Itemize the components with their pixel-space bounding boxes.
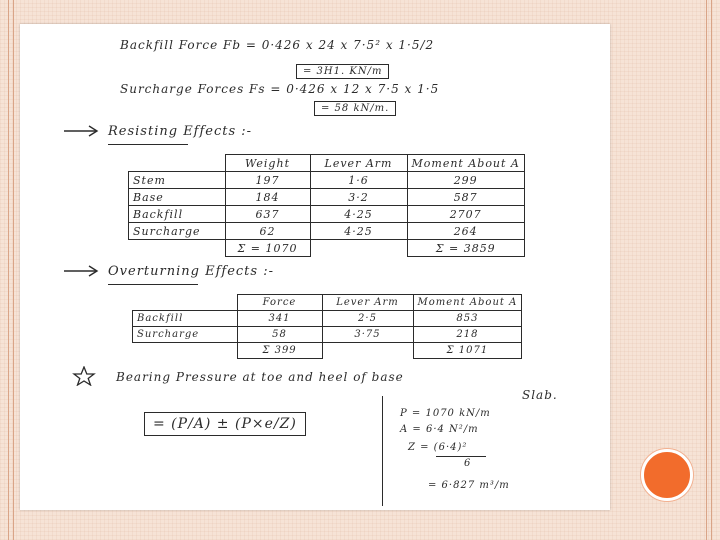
force-cell: 341: [237, 311, 322, 327]
row-label: Surcharge: [129, 223, 226, 240]
table-row: [129, 172, 525, 189]
lever-arm-cell: 2·5: [322, 311, 413, 327]
bearing-pressure-heading: Bearing Pressure at toe and heel of base: [116, 370, 404, 384]
weight-cell: 197: [225, 172, 310, 189]
bearing-formula-box: [144, 412, 306, 436]
moment-cell: 2707: [407, 206, 524, 223]
backfill-force-result-box: [296, 64, 389, 79]
lever-arm-cell: 1·6: [310, 172, 407, 189]
heading-underline: [108, 144, 188, 145]
force-cell: 58: [237, 327, 322, 343]
calc-line: = 6·827 m³/m: [428, 480, 510, 491]
handwritten-sheet: [20, 24, 610, 510]
table-header-cell: [129, 155, 226, 172]
bearing-pressure-heading-cont: Slab.: [522, 388, 558, 402]
table-row: [129, 206, 525, 223]
resisting-effects-table: [128, 154, 525, 257]
table-header-cell: Weight: [225, 155, 310, 172]
table-header-cell: Moment About A: [413, 295, 522, 311]
table-header-row: [133, 295, 522, 311]
weight-cell: 184: [225, 189, 310, 206]
surcharge-force-result: = 58 kN/m.: [321, 103, 390, 114]
lever-arm-cell: 4·25: [310, 206, 407, 223]
table-total-row: [133, 343, 522, 359]
moment-cell: 853: [413, 311, 522, 327]
table-row: [133, 327, 522, 343]
border-rule: [711, 0, 712, 540]
backfill-force-equation: Backfill Force Fb = 0·426 x 24 x 7·5² x 1·5/2: [120, 38, 435, 52]
row-label: Surcharge: [133, 327, 238, 343]
moment-total: Σ = 3859: [407, 240, 524, 257]
moment-cell: 218: [413, 327, 522, 343]
row-label: Backfill: [133, 311, 238, 327]
table-row: [133, 311, 522, 327]
arrow-icon: [62, 124, 102, 138]
weight-total: Σ = 1070: [225, 240, 310, 257]
surcharge-force-result-box: [314, 101, 396, 116]
calc-line: P = 1070 kN/m: [400, 408, 491, 419]
calc-line: A = 6·4 N²/m: [400, 424, 479, 435]
border-rule: [706, 0, 707, 540]
calc-line: 6: [464, 458, 472, 469]
row-label: Stem: [129, 172, 226, 189]
moment-total: Σ 1071: [413, 343, 522, 359]
divider-line: [382, 396, 383, 506]
resisting-effects-heading: Resisting Effects :-: [108, 124, 253, 139]
moment-cell: 587: [407, 189, 524, 206]
lever-arm-cell: 3·2: [310, 189, 407, 206]
fraction-bar: [436, 456, 486, 457]
table-total-row: [129, 240, 525, 257]
weight-cell: 62: [225, 223, 310, 240]
arrow-icon: [62, 264, 102, 278]
lever-arm-cell: 4·25: [310, 223, 407, 240]
row-label: Backfill: [129, 206, 226, 223]
table-header-cell: [133, 295, 238, 311]
table-row: [129, 223, 525, 240]
bearing-formula: = (P/A) ± (P×e/Z): [153, 416, 297, 432]
decorative-orange-circle: [641, 449, 693, 501]
backfill-force-result: = 3H1. KN/m: [303, 66, 383, 77]
border-rule: [13, 0, 14, 540]
surcharge-force-equation: Surcharge Forces Fs = 0·426 x 12 x 7·5 x 1·5: [120, 82, 440, 96]
lever-arm-cell: 3·75: [322, 327, 413, 343]
calc-line: Z = (6·4)²: [408, 442, 468, 453]
heading-underline: [108, 284, 198, 285]
table-row: [129, 189, 525, 206]
star-icon: [72, 366, 96, 386]
overturning-effects-table: [132, 294, 522, 359]
force-total: Σ 399: [237, 343, 322, 359]
table-header-cell: Lever Arm: [322, 295, 413, 311]
table-header-cell: Moment About A: [407, 155, 524, 172]
border-rule: [8, 0, 9, 540]
table-header-row: [129, 155, 525, 172]
table-header-cell: Lever Arm: [310, 155, 407, 172]
moment-cell: 299: [407, 172, 524, 189]
table-header-cell: Force: [237, 295, 322, 311]
row-label: Base: [129, 189, 226, 206]
weight-cell: 637: [225, 206, 310, 223]
moment-cell: 264: [407, 223, 524, 240]
overturning-effects-heading: Overturning Effects :-: [108, 264, 274, 279]
